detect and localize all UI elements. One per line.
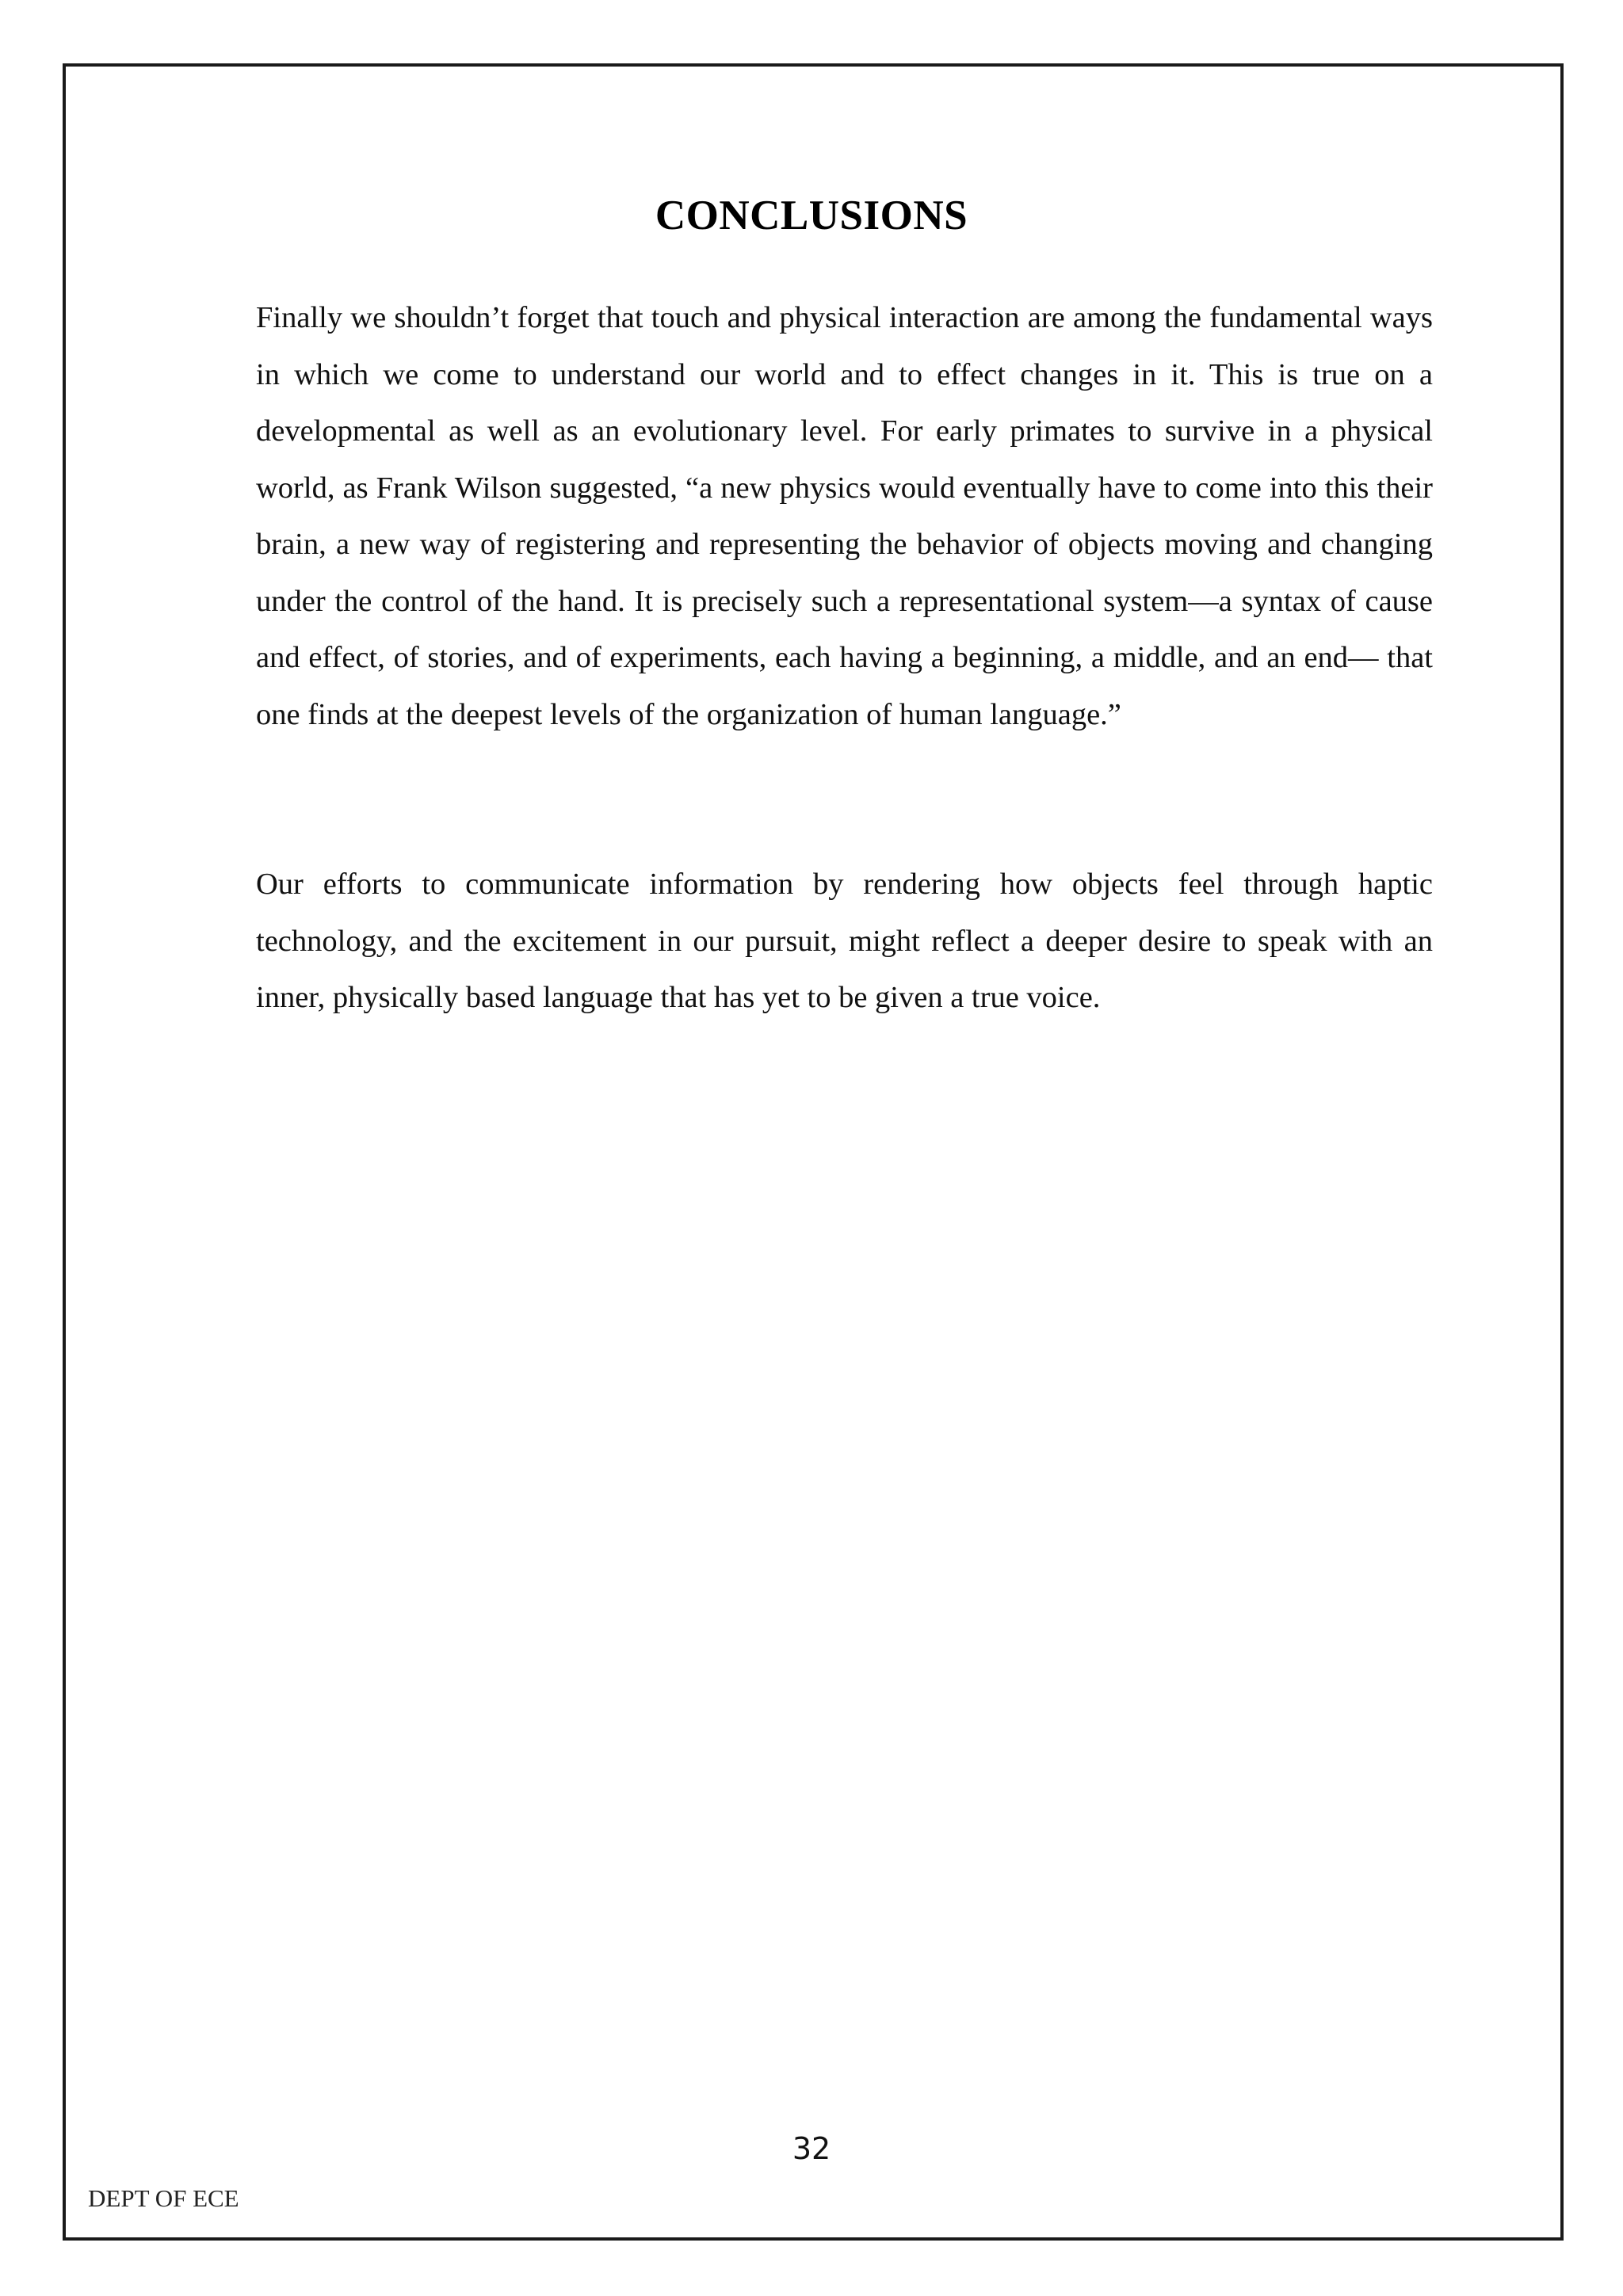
page-title: CONCLUSIONS: [655, 193, 968, 238]
paragraph-conclusion-2: Our efforts to communicate information by rendering how objects feel through haptic technology, and the excitement in our pursuit, might reflect a deeper desire to speak with an inner, physically based language that has yet to be given a true voice.: [256, 868, 1433, 1014]
page-number: 32: [792, 2131, 831, 2166]
paragraph-conclusion-1: Finally we shouldn’t forget that touch and physical interaction are among the fundamental ways in which we come to understand our world and to effect changes in it. This is true on a developmental as well as an evolutionary level. For early primates to survive in a physical world, as Frank Wilson suggested, “a new physics would eventually have to come into this their brain, a new way of registering and representing the behavior of objects moving and changing under the control of the hand. It is precisely such a representational system—a syntax of cause and effect, of stories, and of experiments, each having a beginning, a middle, and an end— that one finds at the deepest levels of the organization of human language.”: [256, 301, 1433, 731]
footer-department: DEPT OF ECE: [88, 2184, 239, 2212]
